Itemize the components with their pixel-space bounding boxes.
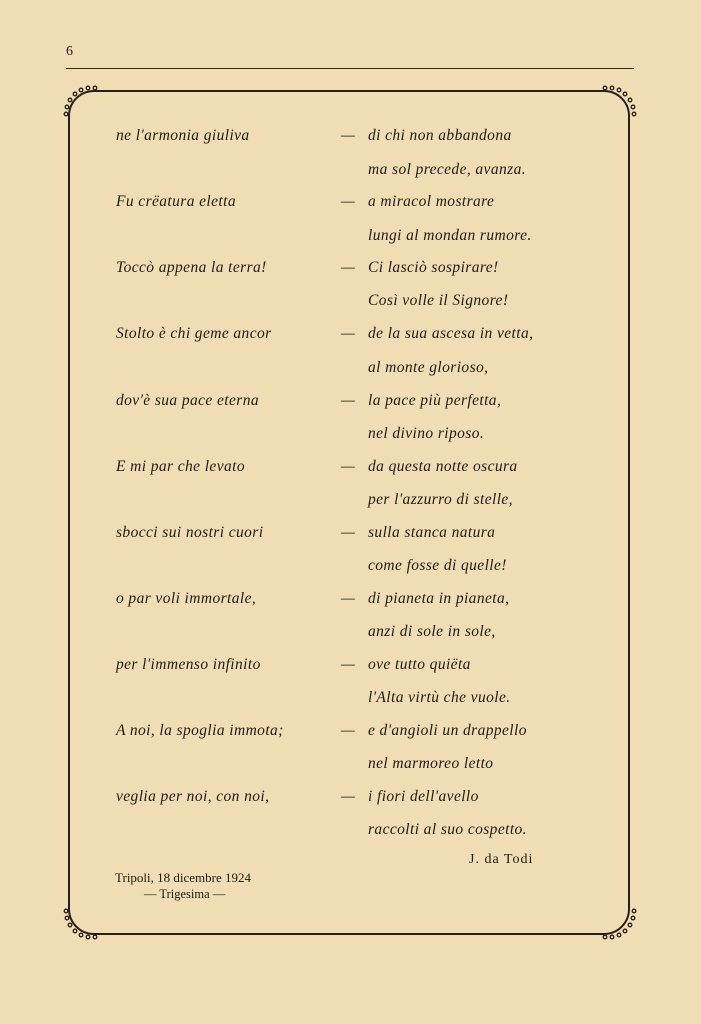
verse-right-7a: sulla stanca natura bbox=[368, 524, 496, 541]
verse-right-10a: e d'angioli un drappello bbox=[368, 722, 527, 739]
verse-left-3: Toccò appena la terra! bbox=[116, 259, 267, 276]
verse-right-8a: di pianeta in pianeta, bbox=[368, 590, 510, 607]
verse-left-6: E mi par che levato bbox=[116, 458, 245, 475]
verse-right-7b: come fosse di quelle! bbox=[368, 557, 507, 574]
verse-right-11b: raccolti al suo cospetto. bbox=[368, 821, 527, 838]
verse-right-5b: nel divino riposo. bbox=[368, 425, 485, 442]
corner-ornament-bottom-right bbox=[600, 903, 638, 941]
verse-dash-4: — bbox=[341, 325, 356, 342]
verse-left-7: sbocci sui nostri cuori bbox=[116, 524, 264, 541]
verse-left-8: o par voli immortale, bbox=[116, 590, 257, 607]
verse-left-5: dov'è sua pace eterna bbox=[116, 392, 259, 409]
verse-right-1a: di chi non abbandona bbox=[368, 127, 512, 144]
verse-left-9: per l'immenso infinito bbox=[116, 656, 261, 673]
verse-right-10b: nel marmoreo letto bbox=[368, 755, 494, 772]
verse-right-4b: al monte glorioso, bbox=[368, 359, 489, 376]
verse-left-11: veglia per noi, con noi, bbox=[116, 788, 270, 805]
page-number: 6 bbox=[66, 44, 73, 59]
author-signature: J. da Todi bbox=[469, 852, 534, 867]
verse-dash-10: — bbox=[341, 722, 356, 739]
corner-ornament-bottom-left bbox=[62, 903, 100, 941]
verse-dash-6: — bbox=[341, 458, 356, 475]
poem-frame bbox=[68, 90, 630, 935]
corner-ornament-top-right bbox=[600, 84, 638, 122]
verse-dash-11: — bbox=[341, 788, 356, 805]
verse-dash-1: — bbox=[341, 127, 356, 144]
verse-right-2a: a miracol mostrare bbox=[368, 193, 495, 210]
verse-right-5a: la pace più perfetta, bbox=[368, 392, 502, 409]
verse-dash-7: — bbox=[341, 524, 356, 541]
verse-dash-2: — bbox=[341, 193, 356, 210]
verse-right-2b: lungi al mondan rumore. bbox=[368, 227, 532, 244]
verse-right-6b: per l'azzurro di stelle, bbox=[368, 491, 513, 508]
verse-dash-3: — bbox=[341, 259, 356, 276]
verse-dash-9: — bbox=[341, 656, 356, 673]
verse-dash-5: — bbox=[341, 392, 356, 409]
verse-left-4: Stolto è chi geme ancor bbox=[116, 325, 272, 342]
verse-right-11a: i fiori dell'avello bbox=[368, 788, 479, 805]
place-date: Tripoli, 18 dicembre 1924 bbox=[115, 870, 252, 885]
verse-right-3a: Ci lasciò sospirare! bbox=[368, 259, 499, 276]
verse-right-4a: de la sua ascesa in vetta, bbox=[368, 325, 534, 342]
verse-right-8b: anzi di sole in sole, bbox=[368, 623, 496, 640]
verse-left-10: A noi, la spoglia immota; bbox=[116, 722, 284, 739]
verse-right-1b: ma sol precede, avanza. bbox=[368, 161, 526, 178]
occasion-label: — Trigesima — bbox=[144, 887, 226, 901]
verse-left-2: Fu crëatura eletta bbox=[116, 193, 236, 210]
verse-right-9b: l'Alta virtù che vuole. bbox=[368, 689, 511, 706]
header-rule bbox=[66, 68, 634, 69]
verse-right-9a: ove tutto quiëta bbox=[368, 656, 471, 673]
verse-left-1: ne l'armonia giuliva bbox=[116, 127, 250, 144]
corner-ornament-top-left bbox=[62, 84, 100, 122]
verse-dash-8: — bbox=[341, 590, 356, 607]
verse-right-3b: Così volle il Signore! bbox=[368, 292, 509, 309]
verse-right-6a: da questa notte oscura bbox=[368, 458, 518, 475]
